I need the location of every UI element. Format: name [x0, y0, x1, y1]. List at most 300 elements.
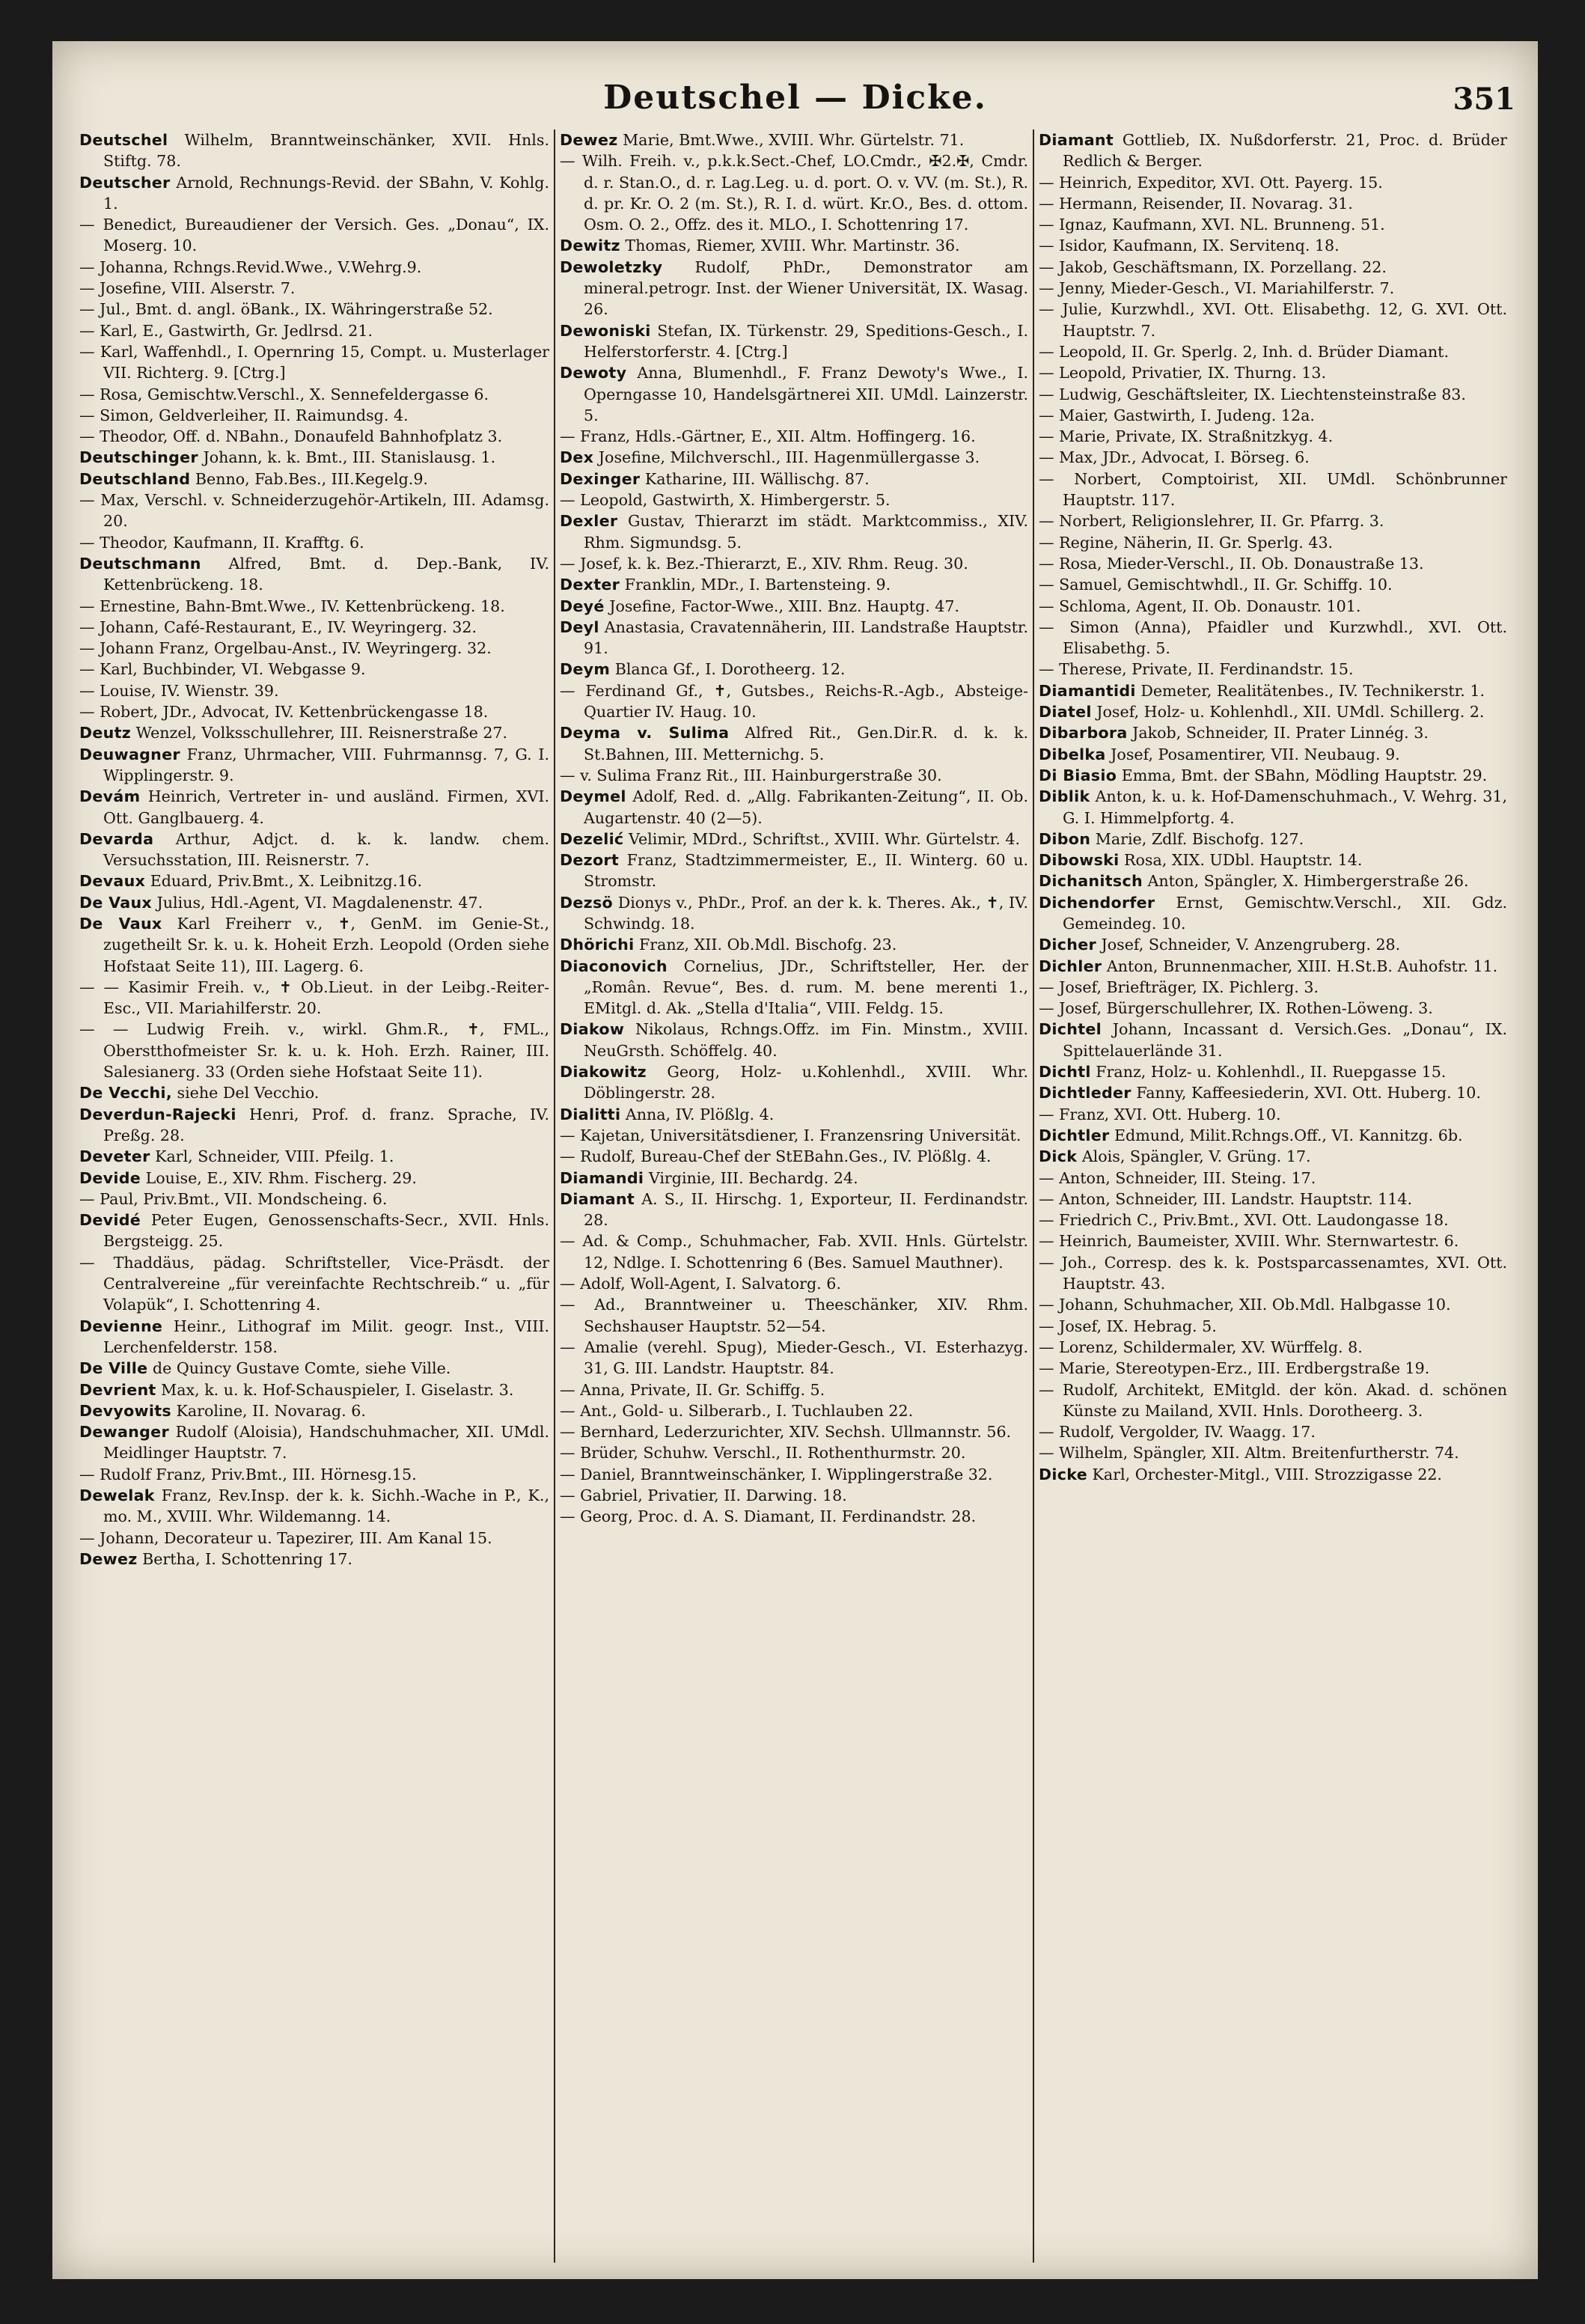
entry-details: Heinr., Lithograf im Milit. geogr. Inst., VIII. Lerchenfelderstr. 158. [103, 1317, 550, 1356]
entry-details: — Thaddäus, pädag. Schriftsteller, Vice-Präsdt. der Centralvereine „für vereinfachte Rechtschreib.“ u. „für Volapük“, I. Schottenring 4. [79, 1253, 549, 1314]
entry-details: Cornelius, JDr., Schriftsteller, Her. der „Român. Revue“, Bes. d. rum. M. bene merenti 1., EMitgl. d. Ak. „Stella d'Italia“, VIII. Feldg. 15. [584, 957, 1028, 1018]
directory-entry [560, 469, 1028, 489]
directory-entry [1039, 1019, 1507, 1061]
entry-details: Ernst, Gemischtw.Verschl., XII. Gdz. Gemeindeg. 10. [1063, 893, 1508, 933]
entry-details: — Georg, Proc. d. A. S. Diamant, II. Ferdinandstr. 28. [560, 1507, 977, 1526]
entry-surname: Deyé [560, 597, 605, 615]
directory-entry [79, 977, 549, 1019]
entry-details: — Robert, JDr., Advocat, IV. Kettenbrückengasse 18. [79, 703, 489, 722]
entry-details: — Rudolf Franz, Priv.Bmt., III. Hörnesg.15. [79, 1465, 417, 1483]
entry-details: — Jul., Bmt. d. angl. öBank., IX. Währingerstraße 52. [79, 300, 493, 319]
entry-surname: Diblik [1039, 787, 1090, 806]
entry-details: — Max, JDr., Advocat, I. Börseg. 6. [1039, 448, 1310, 467]
directory-entry [1039, 1421, 1507, 1442]
entry-details: Rudolf (Aloisia), Handschuhmacher, XII. UMdl. Meidlinger Hauptstr. 7. [103, 1423, 550, 1463]
directory-entry [79, 596, 549, 617]
entry-surname: Deymel [560, 787, 626, 806]
directory-entry [560, 362, 1028, 426]
directory-entry [79, 553, 549, 596]
directory-entry [1039, 934, 1507, 955]
entry-details: — Friedrich C., Priv.Bmt., XVI. Ott. Laudongasse 18. [1039, 1211, 1449, 1230]
directory-entry [560, 235, 1028, 256]
entry-details: Arthur, Adjct. d. k. k. landw. chem. Versuchsstation, III. Reisnerstr. 7. [103, 829, 549, 870]
entry-details: — Louise, IV. Wienstr. 39. [79, 681, 279, 700]
entry-surname: Dichtler [1039, 1126, 1110, 1144]
directory-entry [1039, 1230, 1507, 1251]
entry-surname: Diamandi [560, 1168, 644, 1187]
entry-details: A. S., II. Hirschg. 1, Exporteur, II. Ferdinandstr. 28. [584, 1189, 1028, 1230]
directory-entry [79, 532, 549, 553]
entry-surname: Diaconovich [560, 957, 668, 975]
directory-entry [560, 447, 1028, 468]
entry-details: — Samuel, Gemischtwhdl., II. Gr. Schiffg. 10. [1039, 576, 1393, 594]
directory-entry [1039, 553, 1507, 574]
directory-entry [560, 829, 1028, 850]
directory-entry [79, 426, 549, 447]
entry-details: — Rosa, Gemischtw.Verschl., X. Sennefeldergasse 6. [79, 385, 489, 403]
directory-entry [79, 1146, 549, 1167]
directory-entry [79, 1189, 549, 1210]
entry-details: Anna, IV. Plößlg. 4. [625, 1105, 775, 1123]
directory-entry [1039, 659, 1507, 680]
entry-details: — Ernestine, Bahn-Bmt.Wwe., IV. Kettenbrückeng. 18. [79, 597, 505, 615]
directory-entry [1039, 1358, 1507, 1379]
directory-entry [1039, 574, 1507, 595]
entry-details: Karl, Orchester-Mitgl., VIII. Strozzigasse 22. [1092, 1465, 1442, 1483]
entry-surname: Deverdun-Rajecki [79, 1105, 236, 1123]
directory-entry [79, 913, 549, 977]
directory-entry [560, 786, 1028, 829]
entry-details: Arnold, Rechnungs-Revid. der SBahn, V. Kohlg. 1. [103, 173, 550, 213]
entry-surname: Diamant [560, 1189, 635, 1208]
entry-details: — Johann Franz, Orgelbau-Anst., IV. Weyringerg. 32. [79, 639, 492, 658]
directory-entry [560, 1485, 1028, 1506]
entry-surname: Dexter [560, 576, 620, 594]
entry-surname: Dewez [560, 131, 618, 149]
directory-entry [560, 659, 1028, 680]
directory-entry [1039, 1442, 1507, 1463]
entry-surname: Dewoty [560, 364, 627, 382]
entry-surname: Devienne [79, 1317, 163, 1335]
entry-details: Demeter, Realitätenbes., IV. Technikerstr. 1. [1140, 681, 1485, 700]
directory-page [52, 41, 1538, 2279]
directory-entry [1039, 1061, 1507, 1082]
entry-details: — Leopold, Gastwirth, X. Himbergerstr. 5. [560, 491, 891, 510]
entry-surname: Dezsö [560, 893, 613, 912]
directory-entry [560, 1421, 1028, 1442]
entry-details: — Johanna, Rchngs.Revid.Wwe., V.Wehrg.9. [79, 257, 422, 276]
directory-entry [79, 617, 549, 638]
directory-entry [560, 892, 1028, 935]
entry-details: Franz, Rev.Insp. der k. k. Sichh.-Wache in P., K., mo. M., XVIII. Whr. Wildemanng. 14. [103, 1486, 549, 1526]
entry-surname: Dhörichi [560, 936, 635, 954]
entry-details: — Marie, Stereotypen-Erz., III. Erdbergstraße 19. [1039, 1359, 1430, 1378]
entry-details: Rudolf, PhDr., Demonstrator am mineral.petrogr. Inst. der Wiener Universität, IX. Wasag. 26. [584, 257, 1028, 319]
entry-details: Franz, Holz- u. Kohlenhdl., II. Ruepgasse 15. [1096, 1063, 1447, 1082]
entry-surname: Dichtl [1039, 1063, 1091, 1082]
directory-entry [79, 172, 549, 215]
entry-surname: Dewanger [79, 1423, 169, 1442]
directory-entry [1039, 1464, 1507, 1485]
entry-details: Wilhelm, Branntweinschänker, XVII. Hnls. Stiftg. 78. [103, 131, 550, 171]
entry-surname: Deutschinger [79, 448, 198, 467]
directory-entry [79, 489, 549, 532]
directory-entry [79, 384, 549, 405]
entry-details: Franz, XII. Ob.Mdl. Bischofg. 23. [639, 936, 897, 954]
entry-details: Josefine, Factor-Wwe., XIII. Bnz. Hauptg. 47. [609, 597, 960, 615]
entry-details: — Ferdinand Gf., ✝, Gutsbes., Reichs-R.-Agb., Absteige-Quartier IV. Haug. 10. [560, 681, 1028, 722]
entry-details: — Anton, Schneider, III. Landstr. Hauptstr. 114. [1039, 1189, 1413, 1208]
entry-details: — Schloma, Agent, II. Ob. Donaustr. 101. [1039, 597, 1361, 615]
column-left [75, 129, 554, 2263]
directory-entry [79, 299, 549, 320]
entry-details: Gottlieb, IX. Nußdorferstr. 21, Proc. d. Brüder Redlich & Berger. [1063, 131, 1507, 171]
directory-entry [79, 1210, 549, 1252]
entry-details: — Karl, E., Gastwirth, Gr. Jedlrsd. 21. [79, 321, 373, 340]
column-right [1033, 129, 1512, 2263]
entry-details: — Johann, Schuhmacher, XII. Ob.Mdl. Halbgasse 10. [1039, 1296, 1451, 1314]
entry-details: Peter Eugen, Genossenschafts-Secr., XVII. Hnls. Bergsteigg. 25. [103, 1211, 549, 1251]
directory-entry [79, 129, 549, 172]
directory-columns [75, 129, 1519, 2263]
entry-surname: Dichler [1039, 957, 1102, 975]
directory-entry [560, 1273, 1028, 1294]
entry-details: Rosa, XIX. UDbl. Hauptstr. 14. [1124, 851, 1363, 870]
entry-surname: Deutschel [79, 131, 168, 149]
directory-entry [1039, 235, 1507, 256]
directory-entry [79, 1549, 549, 1570]
directory-entry [560, 596, 1028, 617]
directory-entry [1039, 617, 1507, 659]
directory-entry [560, 680, 1028, 723]
directory-entry [560, 1104, 1028, 1125]
entry-details: Josef, Schneider, V. Anzengruberg. 28. [1101, 936, 1401, 954]
entry-details: — Therese, Private, II. Ferdinandstr. 15. [1039, 660, 1354, 679]
directory-entry [1039, 532, 1507, 553]
entry-details: Franz, Uhrmacher, VIII. Fuhrmannsg. 7, G. I. Wipplingerstr. 9. [103, 745, 550, 784]
directory-entry [1039, 1252, 1507, 1295]
entry-surname: Di Biasio [1039, 766, 1117, 784]
directory-entry [1039, 1168, 1507, 1189]
directory-entry [79, 1421, 549, 1464]
entry-details: — Wilhelm, Spängler, XII. Altm. Breitenfurtherstr. 74. [1039, 1444, 1459, 1463]
entry-surname: Deveter [79, 1147, 150, 1166]
directory-entry [79, 744, 549, 787]
entry-details: Karl, Schneider, VIII. Pfeilg. 1. [155, 1147, 394, 1166]
entry-surname: Dewelak [79, 1486, 155, 1504]
directory-entry [79, 870, 549, 891]
entry-details: — v. Sulima Franz Rit., III. Hainburgerstraße 30. [560, 766, 942, 784]
directory-entry [560, 1400, 1028, 1421]
directory-entry [1039, 680, 1507, 701]
directory-entry [560, 1019, 1028, 1061]
entry-surname: Deuwagner [79, 745, 180, 763]
entry-details: Alfred, Bmt. d. Dep.-Bank, IV. Kettenbrückeng. 18. [103, 554, 550, 594]
entry-details: — Ludwig, Geschäftsleiter, IX. Liechtensteinstraße 83. [1039, 385, 1466, 403]
directory-entry [1039, 744, 1507, 765]
directory-entry [560, 850, 1028, 892]
entry-details: — Jakob, Geschäftsmann, IX. Porzellang. 22. [1039, 257, 1387, 276]
directory-entry [79, 1528, 549, 1549]
directory-entry [79, 1485, 549, 1528]
directory-entry [560, 257, 1028, 320]
entry-surname: Dewoniski [560, 321, 651, 340]
directory-entry [1039, 1379, 1507, 1422]
entry-surname: Dezort [560, 851, 619, 870]
directory-entry [79, 701, 549, 722]
entry-details: siehe Del Vecchio. [177, 1084, 320, 1102]
entry-details: — Leopold, Privatier, IX. Thurng. 13. [1039, 364, 1327, 382]
directory-entry [1039, 278, 1507, 299]
directory-entry [79, 638, 549, 659]
entry-details: — Josef, k. k. Bez.-Thierarzt, E., XIV. Rhm. Reug. 30. [560, 554, 968, 573]
directory-entry [79, 320, 549, 341]
entry-details: Josef, Holz- u. Kohlenhdl., XII. UMdl. Schillerg. 2. [1096, 703, 1485, 722]
directory-entry [1039, 299, 1507, 341]
entry-details: — Johann, Café-Restaurant, E., IV. Weyringerg. 32. [79, 617, 477, 636]
entry-details: — — Ludwig Freih. v., wirkl. Ghm.R., ✝, FML., Oberstthofmeister Sr. k. u. k. Hoh. Erzh. Rainer, III. Salesianerg. 33 (Orden siehe Hofstaat Seite 11). [79, 1020, 549, 1082]
directory-entry [1039, 786, 1507, 829]
directory-entry [1039, 765, 1507, 786]
entry-details: — Karl, Buchbinder, VI. Webgasse 9. [79, 660, 366, 679]
entry-details: Virginie, III. Bechardg. 24. [648, 1168, 858, 1187]
directory-entry [1039, 469, 1507, 511]
entry-details: — Kajetan, Universitätsdiener, I. Franzensring Universität. [560, 1126, 1021, 1144]
entry-details: Adolf, Red. d. „Allg. Fabrikanten-Zeitung“, II. Ob. Augartenstr. 40 (2—5). [584, 787, 1029, 827]
entry-surname: Dibarbora [1039, 724, 1128, 742]
entry-details: — Josef, IX. Hebrag. 5. [1039, 1317, 1217, 1335]
entry-details: Alfred Rit., Gen.Dir.R. d. k. k. St.Bahnen, III. Metternichg. 5. [584, 724, 1028, 763]
entry-details: — — Kasimir Freih. v., ✝ Ob.Lieut. in der Leibg.-Reiter-Esc., VII. Mariahilferstr. 20. [79, 978, 549, 1018]
entry-details: — Amalie (verehl. Spug), Mieder-Gesch., VI. Esterhazyg. 31, G. III. Landstr. Hauptstr. 84. [560, 1338, 1028, 1378]
entry-surname: Devyowits [79, 1401, 171, 1420]
directory-entry [1039, 384, 1507, 405]
entry-details: — Brüder, Schuhw. Verschl., II. Rothenthurmstr. 20. [560, 1444, 966, 1463]
entry-surname: Diakow [560, 1020, 625, 1039]
running-title: Deutschel — Dicke. [603, 79, 987, 117]
entry-details: — Simon, Geldverleiher, II. Raimundsg. 4. [79, 406, 409, 424]
directory-entry [79, 447, 549, 468]
directory-entry [79, 1464, 549, 1485]
directory-entry [79, 1400, 549, 1421]
entry-surname: Devarda [79, 829, 154, 848]
entry-details: Josef, Posamentirer, VII. Neubaug. 9. [1111, 745, 1400, 763]
directory-entry [1039, 892, 1507, 935]
directory-entry [560, 1464, 1028, 1485]
entry-details: Anton, Brunnenmacher, XIII. H.St.B. Auhofstr. 11. [1106, 957, 1498, 975]
entry-details: Anna, Blumenhdl., F. Franz Dewoty's Wwe., I. Operngasse 10, Handelsgärtnerei XII. UMdl. Lainzerstr. 5. [584, 364, 1029, 424]
entry-details: — Josefine, VIII. Alserstr. 7. [79, 279, 296, 298]
directory-entry [79, 1358, 549, 1379]
directory-entry [560, 553, 1028, 574]
entry-details: Eduard, Priv.Bmt., X. Leibnitzg.16. [150, 872, 423, 891]
entry-details: — Gabriel, Privatier, II. Darwing. 18. [560, 1486, 847, 1504]
entry-details: Louise, E., XIV. Rhm. Fischerg. 29. [145, 1168, 417, 1187]
directory-entry [79, 1019, 549, 1082]
entry-surname: Dichanitsch [1039, 872, 1143, 891]
directory-entry [1039, 956, 1507, 977]
entry-surname: Dichendorfer [1039, 893, 1155, 912]
entry-details: Henri, Prof. d. franz. Sprache, IV. Preßg. 28. [103, 1105, 549, 1144]
directory-entry [560, 1168, 1028, 1189]
entry-surname: Deutschland [79, 469, 191, 488]
directory-entry [1039, 829, 1507, 850]
directory-entry [560, 1442, 1028, 1463]
entry-details: — Theodor, Off. d. NBahn., Donaufeld Bahnhofplatz 3. [79, 427, 503, 446]
entry-surname: Deutz [79, 724, 132, 742]
entry-surname: Dex [560, 448, 594, 467]
directory-entry [560, 489, 1028, 510]
entry-surname: Diamant [1039, 131, 1114, 149]
entry-surname: Dexler [560, 512, 618, 531]
entry-surname: Diamantidi [1039, 681, 1136, 700]
entry-surname: Diakowitz [560, 1063, 647, 1082]
entry-details: de Quincy Gustave Comte, siehe Ville. [152, 1359, 451, 1378]
entry-details: Wenzel, Volksschullehrer, III. Reisnerstraße 27. [135, 724, 508, 742]
directory-entry [560, 617, 1028, 659]
directory-entry [560, 956, 1028, 1019]
directory-entry [560, 765, 1028, 786]
directory-entry [560, 150, 1028, 235]
entry-details: Velimir, MDrd., Schriftst., XVIII. Whr. Gürtelstr. 4. [629, 829, 1021, 848]
entry-details: Katharine, III. Wällischg. 87. [644, 469, 870, 488]
directory-entry [1039, 1146, 1507, 1167]
entry-details: — Ant., Gold- u. Silberarb., I. Tuchlauben 22. [560, 1401, 914, 1420]
directory-entry [1039, 998, 1507, 1019]
entry-details: — Heinrich, Baumeister, XVIII. Whr. Sternwartestr. 6. [1039, 1232, 1459, 1251]
entry-details: — Rudolf, Architekt, EMitgld. der kön. Akad. d. schönen Künste zu Mailand, XVII. Hnls. Dorotheerg. 3. [1039, 1380, 1507, 1420]
entry-details: — Daniel, Branntweinschänker, I. Wipplingerstraße 32. [560, 1465, 993, 1483]
entry-details: — Benedict, Bureaudiener der Versich. Ges. „Donau“, IX. Moserg. 10. [79, 216, 549, 255]
entry-details: — Rudolf, Vergolder, IV. Waagg. 17. [1039, 1423, 1316, 1442]
directory-entry [1039, 1125, 1507, 1146]
entry-details: Anastasia, Cravatennäherin, III. Landstraße Hauptstr. 91. [584, 617, 1029, 658]
directory-entry [560, 1337, 1028, 1379]
entry-surname: Dewitz [560, 237, 620, 255]
directory-entry [560, 426, 1028, 447]
entry-details: Blanca Gf., I. Dorotheerg. 12. [614, 660, 846, 679]
entry-details: — Julie, Kurzwhdl., XVI. Ott. Elisabethg. 12, G. XVI. Ott. Hauptstr. 7. [1039, 300, 1507, 340]
entry-details: — Rudolf, Bureau-Chef der StEBahn.Ges., IV. Plößlg. 4. [560, 1147, 992, 1166]
directory-entry [1039, 977, 1507, 998]
directory-entry [1039, 405, 1507, 426]
entry-surname: Dialitti [560, 1105, 621, 1123]
entry-surname: Dick [1039, 1147, 1078, 1166]
directory-entry [1039, 1210, 1507, 1230]
directory-entry [79, 892, 549, 913]
entry-details: — Simon (Anna), Pfaidler und Kurzwhdl., XVI. Ott. Elisabethg. 5. [1039, 617, 1507, 658]
directory-entry [560, 1146, 1028, 1167]
entry-details: Franz, Stadtzimmermeister, E., II. Winterg. 60 u. Stromstr. [584, 851, 1029, 891]
entry-surname: Deutschmann [79, 554, 201, 573]
entry-details: — Rosa, Mieder-Verschl., II. Ob. Donaustraße 13. [1039, 554, 1424, 573]
directory-entry [79, 1082, 549, 1103]
entry-details: Franklin, MDr., I. Bartensteing. 9. [624, 576, 891, 594]
directory-entry [1039, 1104, 1507, 1125]
directory-entry [560, 574, 1028, 595]
entry-surname: Deyl [560, 617, 599, 636]
entry-details: — Hermann, Reisender, II. Novarag. 31. [1039, 194, 1353, 213]
directory-entry [79, 829, 549, 871]
entry-details: — Ignaz, Kaufmann, XVI. NL. Brunneng. 51. [1039, 216, 1385, 234]
entry-details: Emma, Bmt. der SBahn, Mödling Hauptstr. 29. [1121, 766, 1488, 784]
directory-entry [1039, 510, 1507, 531]
entry-surname: Deyma v. Sulima [560, 724, 730, 742]
entry-details: Anton, k. u. k. Hof-Damenschuhmach., V. Wehrg. 31, G. I. Himmelpfortg. 4. [1063, 787, 1507, 827]
entry-details: Anton, Spängler, X. Himbergerstraße 26. [1147, 872, 1469, 891]
entry-details: — Jenny, Mieder-Gesch., VI. Mariahilferstr. 7. [1039, 279, 1395, 298]
entry-details: Bertha, I. Schottenring 17. [142, 1549, 352, 1568]
entry-details: Thomas, Riemer, XVIII. Whr. Martinstr. 36. [625, 237, 960, 255]
directory-entry [560, 1230, 1028, 1273]
directory-entry [1039, 447, 1507, 468]
page-header [52, 71, 1538, 131]
entry-details: Alois, Spängler, V. Grüng. 17. [1081, 1147, 1311, 1166]
directory-entry [1039, 1337, 1507, 1358]
directory-entry [79, 659, 549, 680]
entry-details: — Lorenz, Schildermaler, XV. Würffelg. 8. [1039, 1338, 1363, 1356]
directory-entry [1039, 426, 1507, 447]
entry-details: — Josef, Briefträger, IX. Pichlerg. 3. [1039, 978, 1319, 996]
entry-details: — Bernhard, Lederzurichter, XIV. Sechsh. Ullmannstr. 56. [560, 1423, 1012, 1442]
directory-entry [1039, 214, 1507, 235]
entry-surname: Dicher [1039, 936, 1096, 954]
directory-entry [1039, 701, 1507, 722]
entry-details: Fanny, Kaffeesiederin, XVI. Ott. Huberg. 10. [1136, 1084, 1481, 1102]
entry-details: — Adolf, Woll-Agent, I. Salvatorg. 6. [560, 1275, 841, 1293]
entry-details: Nikolaus, Rchngs.Offz. im Fin. Minstm., XVIII. NeuGrsth. Schöffelg. 40. [584, 1020, 1028, 1060]
entry-details: — Heinrich, Expeditor, XVI. Ott. Payerg. 15. [1039, 173, 1383, 192]
directory-entry [560, 510, 1028, 553]
entry-surname: Devaux [79, 872, 146, 891]
entry-details: — Leopold, II. Gr. Sperlg. 2, Inh. d. Brüder Diamant. [1039, 342, 1450, 361]
entry-details: — Ad. & Comp., Schuhmacher, Fab. XVII. Hnls. Gürtelstr. 12, Ndlge. I. Schottenring 6 (Bes. Samuel Mauthner). [560, 1232, 1028, 1272]
entry-surname: De Ville [79, 1359, 148, 1378]
entry-surname: Dicke [1039, 1465, 1087, 1483]
entry-details: — Anton, Schneider, III. Steing. 17. [1039, 1168, 1316, 1187]
directory-entry [79, 405, 549, 426]
directory-entry [79, 680, 549, 701]
entry-details: Dionys v., PhDr., Prof. an der k. k. Theres. Ak., ✝, IV. Schwindg. 18. [584, 893, 1028, 933]
directory-entry [1039, 722, 1507, 743]
directory-entry [560, 934, 1028, 955]
entry-details: — Wilh. Freih. v., p.k.k.Sect.-Chef, LO.Cmdr., ✠2.✠, Cmdr. d. r. Stan.O., d. r. Lag.Leg. u. d. port. O. v. VV. (m. St.), R. d. pr. Kr. O. 2 (m. St.), R. I. d. würt. Kr.O., Bes. d. ottom. Osm. O. 2., Offz. des it. MLO., I. Schottenring 17. [560, 152, 1028, 234]
entry-surname: De Vecchi, [79, 1084, 172, 1102]
entry-surname: Dibelka [1039, 745, 1106, 763]
directory-entry [1039, 362, 1507, 383]
directory-entry [79, 1316, 549, 1358]
directory-entry [79, 1168, 549, 1189]
entry-details: Karl Freiherr v., ✝, GenM. im Genie-St., zugetheilt Sr. k. u. k. Hoheit Erzh. Leopold (Orden siehe Hofstaat Seite 11), III. Lagerg. 6. [103, 914, 550, 975]
entry-details: — Paul, Priv.Bmt., VII. Mondscheing. 6. [79, 1189, 388, 1208]
entry-details: — Franz, Hdls.-Gärtner, E., XII. Altm. Hoffingerg. 16. [560, 427, 976, 446]
directory-entry [1039, 1189, 1507, 1210]
entry-details: Max, k. u. k. Hof-Schauspieler, I. Giselastr. 3. [161, 1380, 514, 1399]
entry-surname: Devidé [79, 1211, 141, 1230]
entry-details: Benno, Fab.Bes., III.Kegelg.9. [195, 469, 428, 488]
entry-details: — Karl, Waffenhdl., I. Opernring 15, Compt. u. Musterlager VII. Richterg. 9. [Ctrg.] [79, 342, 549, 382]
directory-entry [1039, 193, 1507, 214]
directory-entry [79, 786, 549, 829]
directory-entry [560, 1061, 1028, 1104]
entry-details: Johann, Incassant d. Versich.Ges. „Donau“, IX. Spittelauerlände 31. [1063, 1020, 1507, 1060]
directory-entry [1039, 341, 1507, 362]
directory-entry [1039, 129, 1507, 172]
entry-details: — Norbert, Religionslehrer, II. Gr. Pfarrg. 3. [1039, 512, 1384, 531]
directory-entry [560, 320, 1028, 363]
entry-surname: Dibon [1039, 829, 1091, 848]
directory-entry [1039, 1082, 1507, 1103]
